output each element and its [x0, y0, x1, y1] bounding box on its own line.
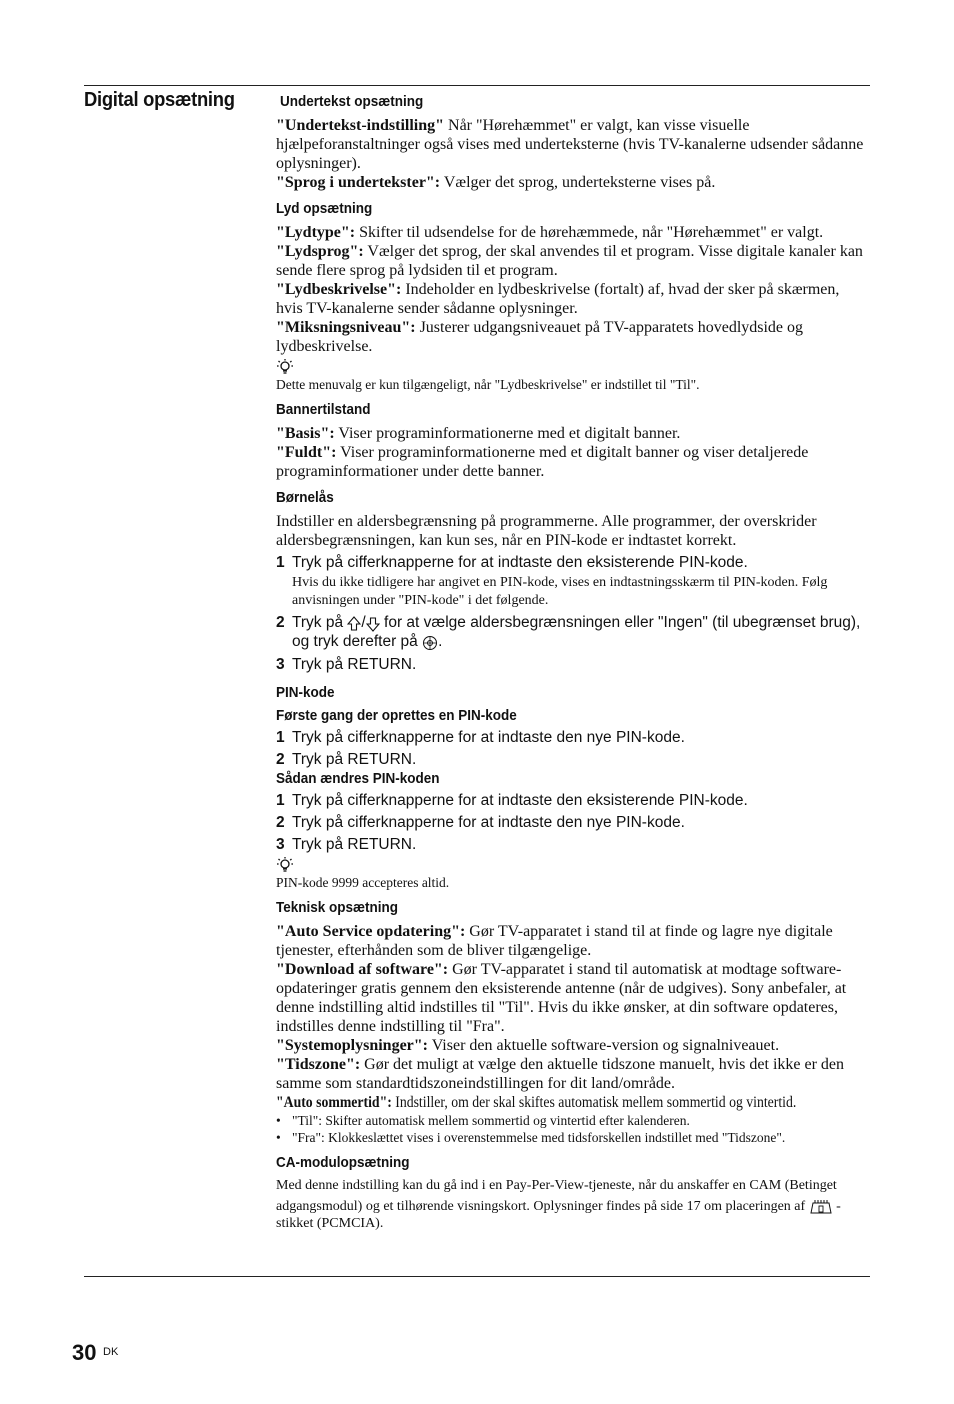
tip-icon	[276, 358, 294, 376]
item-lydbeskrivelse: "Lydbeskrivelse": Indeholder en lydbeskrivelse (fortalt) af, hvad der sker på skærmen, hvis TV-kanalerne sender sådanne oplysninger.	[276, 281, 840, 317]
heading-undertekst: Undertekst opsætning	[280, 93, 424, 110]
bornelas-step-3	[276, 655, 870, 674]
bornelas-step-2	[276, 613, 870, 651]
step-number: 1	[276, 792, 285, 809]
item-lydsprog: "Lydsprog": Vælger det sprog, der skal anvendes til et program. Visse digitale kanaler kan sende flere sprog på lydsiden til et program.	[276, 243, 863, 279]
item-auto-service: "Auto Service opdatering": Gør TV-apparatet i stand til at finde og lagre nye digitale tjenester, efterhånden som de bliver tilgængelige.	[276, 923, 833, 959]
tip-icon	[276, 856, 294, 874]
step-number: 3	[276, 836, 285, 853]
step-number: 2	[276, 751, 285, 768]
page-number: 30	[72, 1340, 97, 1365]
item-lydtype: "Lydtype": Skifter til udsendelse for de hørehæmmede, når "Hørehæmmet" er valgt.	[276, 224, 824, 241]
step-text: Tryk på / for at vælge aldersbegrænsningen eller "Ingen" (til ubegrænset brug), og tryk derefter på .	[292, 614, 861, 650]
item-tidszone: "Tidszone": Gør det muligt at vælge den aktuelle tidszone manuelt, hvis det ikke er den samme som standardtidszoneindstillingen for dit land/område.	[276, 1056, 845, 1092]
up-arrow-icon	[347, 616, 361, 632]
pin-step	[276, 835, 870, 854]
pin-sub1-steps	[276, 728, 870, 769]
down-arrow-icon	[366, 616, 380, 632]
heading-bornelas: Børnelås	[276, 489, 334, 506]
item-systemoplysninger: "Systemoplysninger": Viser den aktuelle software-version og signalniveauet.	[276, 1037, 780, 1054]
pin-sub2-steps	[276, 791, 870, 854]
step-text: Tryk på RETURN.	[292, 656, 417, 673]
heading-lyd: Lyd opsætning	[276, 200, 373, 217]
step-text: Tryk på cifferknapperne for at indtaste den nye PIN-kode.	[292, 729, 685, 746]
item-undertekst-indstilling: "Undertekst-indstilling" Når "Hørehæmmet" er valgt, kan visse visuelle hjælpeforanstaltninger også vises med underteksterne (hvis TV-kanalerne udsender sådanne oplysninger).	[276, 117, 864, 172]
item-fuldt: "Fuldt": Viser programinformationerne med et digitalt banner og viser detaljerede programinformationer under dette banner.	[276, 444, 809, 480]
step-text: Tryk på RETURN.	[292, 836, 417, 853]
step-number: 1	[276, 729, 285, 746]
heading-teknisk: Teknisk opsætning	[276, 899, 399, 916]
item-miksningsniveau: "Miksningsniveau": Justerer udgangsniveauet på TV-apparatets hovedlydside og lydbeskrivelse.	[276, 319, 804, 355]
teknisk-body	[276, 922, 870, 1112]
item-basis: "Basis": Viser programinformationerne med et digitalt banner.	[276, 425, 681, 442]
item-auto-sommertid: "Auto sommertid": Indstiller, om der skal skiftes automatisk mellem sommertid og vintertid.	[276, 1094, 797, 1111]
ok-button-icon	[422, 635, 438, 651]
undertekst-body	[276, 116, 870, 192]
subheading-aendres: Sådan ændres PIN-koden	[276, 770, 440, 787]
subheading-forste-gang: Første gang der oprettes en PIN-kode	[276, 707, 517, 724]
bornelas-intro: Indstiller en aldersbegrænsning på programmerne. Alle programmer, der overskrider aldersbegrænsningen, kan kun ses, når en PIN-kode er indtastet korrekt.	[276, 513, 817, 549]
pcmcia-slot-icon	[809, 1195, 833, 1215]
bullet-til: • "Til": Skifter automatisk mellem sommertid og vintertid efter kalenderen.	[276, 1113, 690, 1128]
pin-step	[276, 728, 870, 747]
step-number: 2	[276, 614, 285, 631]
item-sprog-undertekster: "Sprog i undertekster": Vælger det sprog, underteksterne vises på.	[276, 174, 716, 191]
language-code: DK	[103, 1346, 119, 1358]
pin-step	[276, 813, 870, 832]
tip-pin: PIN-kode 9999 accepteres altid.	[276, 875, 450, 890]
bornelas-step-1	[276, 553, 870, 572]
heading-bannertilstand: Bannertilstand	[276, 401, 371, 418]
pin-step	[276, 791, 870, 810]
bottom-rule	[84, 1276, 870, 1277]
step-text: Tryk på cifferknapperne for at indtaste den eksisterende PIN-kode.	[292, 554, 748, 571]
ca-body: Med denne indstilling kan du gå ind i en Pay-Per-View-tjeneste, når du anskaffer en CAM (Betinget adgangsmodul) og et tilhørende visningskort. Oplysninger findes på side 17 om placeringen af -stikket (PCMCIA).	[276, 1178, 841, 1231]
side-title: Digital opsætning	[84, 89, 235, 111]
step-number: 1	[276, 554, 285, 571]
top-rule	[84, 85, 870, 86]
item-download-software: "Download af software": Gør TV-apparatet i stand til automatisk at modtage software-opdateringer gratis gennem den eksisterende antenne (når de udgives). Sony anbefaler, at denne indstilling altid indstilles til "Til". Hvis du ikke ønsker, at din software opdateres, indstilles denne indstilling til "Fra".	[276, 961, 847, 1035]
heading-pin-kode: PIN-kode	[276, 684, 335, 701]
pin-step	[276, 750, 870, 769]
step-text: Tryk på RETURN.	[292, 751, 417, 768]
bullet-fra: • "Fra": Klokkeslættet vises i overenstemmelse med tidsforskellen indstillet med "Tidszone".	[276, 1130, 786, 1145]
step-text: Tryk på cifferknapperne for at indtaste den nye PIN-kode.	[292, 814, 685, 831]
step-text: Tryk på cifferknapperne for at indtaste den eksisterende PIN-kode.	[292, 792, 748, 809]
bornelas-step-1-note: Hvis du ikke tidligere har angivet en PIN-kode, vises en indtastningsskærm til PIN-koden. Følg anvisningen under "PIN-kode" i det følgende.	[292, 575, 828, 608]
tip-lydbeskrivelse: Dette menuvalg er kun tilgængeligt, når "Lydbeskrivelse" er indstillet til "Til".	[276, 377, 700, 392]
heading-ca-modul: CA-modulopsætning	[276, 1154, 410, 1171]
main-content	[276, 92, 870, 1233]
step-number: 3	[276, 656, 285, 673]
lyd-body	[276, 223, 870, 356]
banner-body	[276, 424, 870, 481]
step-number: 2	[276, 814, 285, 831]
